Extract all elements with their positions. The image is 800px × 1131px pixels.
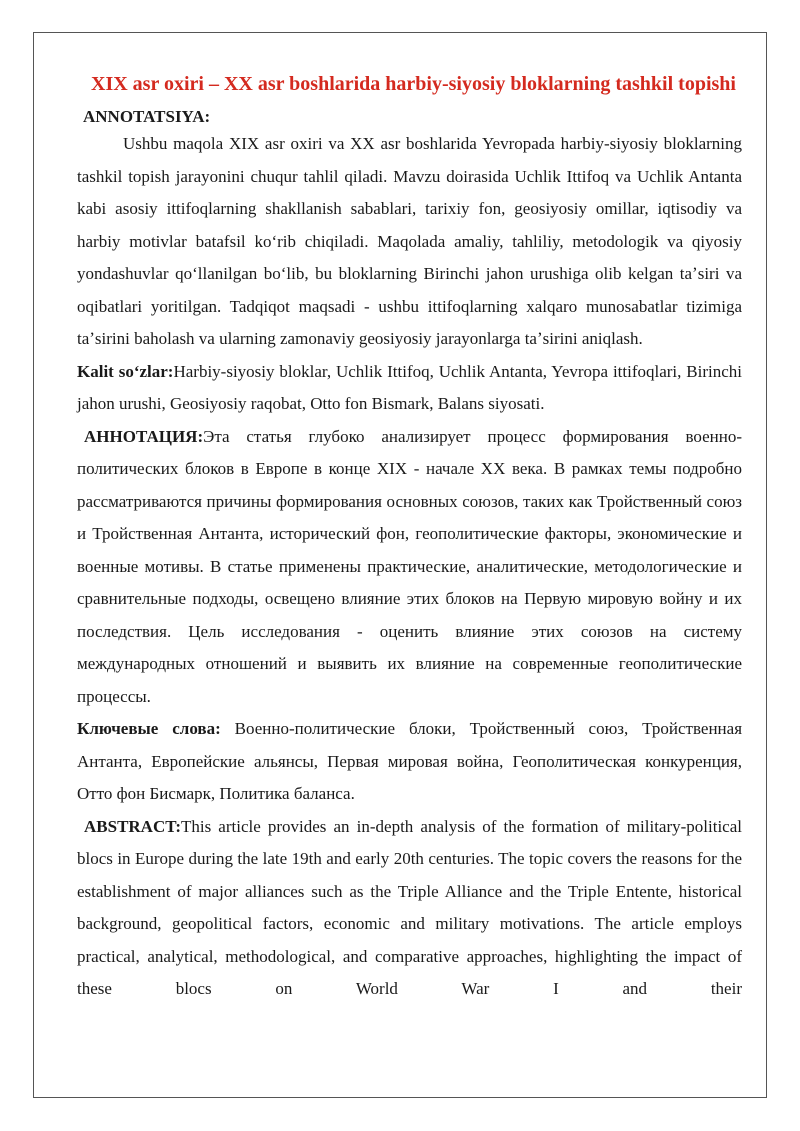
en-abstract-body: This article provides an in-depth analysis of the formation of military-political blocs in Europe during the late 19th and early 20th centuries. The topic covers the reasons for the establishment of major alliances such as the Triple Alliance and the Triple Entente, historical background, geopolitical factors, economic and military motivations. The article employs practical, analytical, methodological, and comparative approaches, highlighting the impact of these blocs on World War I and their — [77, 816, 742, 998]
article-title: XIX asr oxiri – XX asr boshlarida harbiy-siyosiy bloklarning tashkil topishi — [91, 73, 736, 95]
ru-annotation-heading: АННОТАЦИЯ: — [84, 426, 204, 446]
en-abstract-heading: ABSTRACT: — [84, 816, 181, 836]
en-abstract — [77, 811, 742, 1006]
ru-keywords-label: Ключевые слова: — [77, 719, 221, 738]
uz-keywords — [77, 356, 742, 421]
ru-keywords-text: Военно-политические блоки, Тройственный союз, Тройственная Антанта, Европейские альянсы, Первая мировая война, Геополитическая конкуренция, Отто фон Бисмарк, Политика баланса. — [77, 719, 743, 803]
ru-keywords — [77, 713, 742, 811]
uz-annotation-body: Ushbu maqola XIX asr oxiri va XX asr boshlarida Yevropada harbiy-siyosiy bloklarning tashkil topish jarayonini chuqur tahlil qiladi. Mavzu doirasida Uchlik Ittifoq va Uchlik Antanta kabi asosiy ittifoqlarning shakllanish sabablari, tarixiy fon, geosiyosiy omillar, iqtisodiy va harbiy motivlar batafsil koʻrib chiqiladi. Maqolada amaliy, tahliliy, metodologik va qiyosiy yondashuvlar qoʻllanilgan boʻlib, bu bloklarning Birinchi jahon urushiga olib kelgan taʼsiri va oqibatlari yoritilgan. Tadqiqot maqsadi - ushbu ittifoqlarning xalqaro munosabatlar tizimiga taʼsirini baholash va ularning zamonaviy geosiyosiy jarayonlarga taʼsirini aniqlash. — [77, 134, 742, 348]
uz-keywords-text: Harbiy-siyosiy bloklar, Uchlik Ittifoq, Uchlik Antanta, Yevropa ittifoqlari, Birinchi jahon urushi, Geosiyosiy raqobat, Otto fon Bismark, Balans siyosati. — [77, 361, 742, 413]
uz-keywords-label: Kalit soʻzlar: — [77, 361, 174, 381]
uz-annotation-heading: ANNOTATSIYA: — [83, 107, 211, 126]
ru-annotation-body: Эта статья глубоко анализирует процесс формирования военно-политических блоков в Европе в конце XIX - начале XX века. В рамках темы подробно рассматриваются причины формирования основных союзов, таких как Тройственный союз и Тройственная Антанта, исторический фон, геополитические факторы, экономические и военные мотивы. В статье применены практические, аналитические, методологические и сравнительные подходы, освещено влияние этих блоков на Первую мировую войну и их последствия. Цель исследования - оценить влияние этих союзов на систему международных отношений и выявить их влияние на современные геополитические процессы. — [77, 426, 742, 706]
ru-annotation — [77, 421, 742, 714]
article-content — [77, 70, 742, 1006]
